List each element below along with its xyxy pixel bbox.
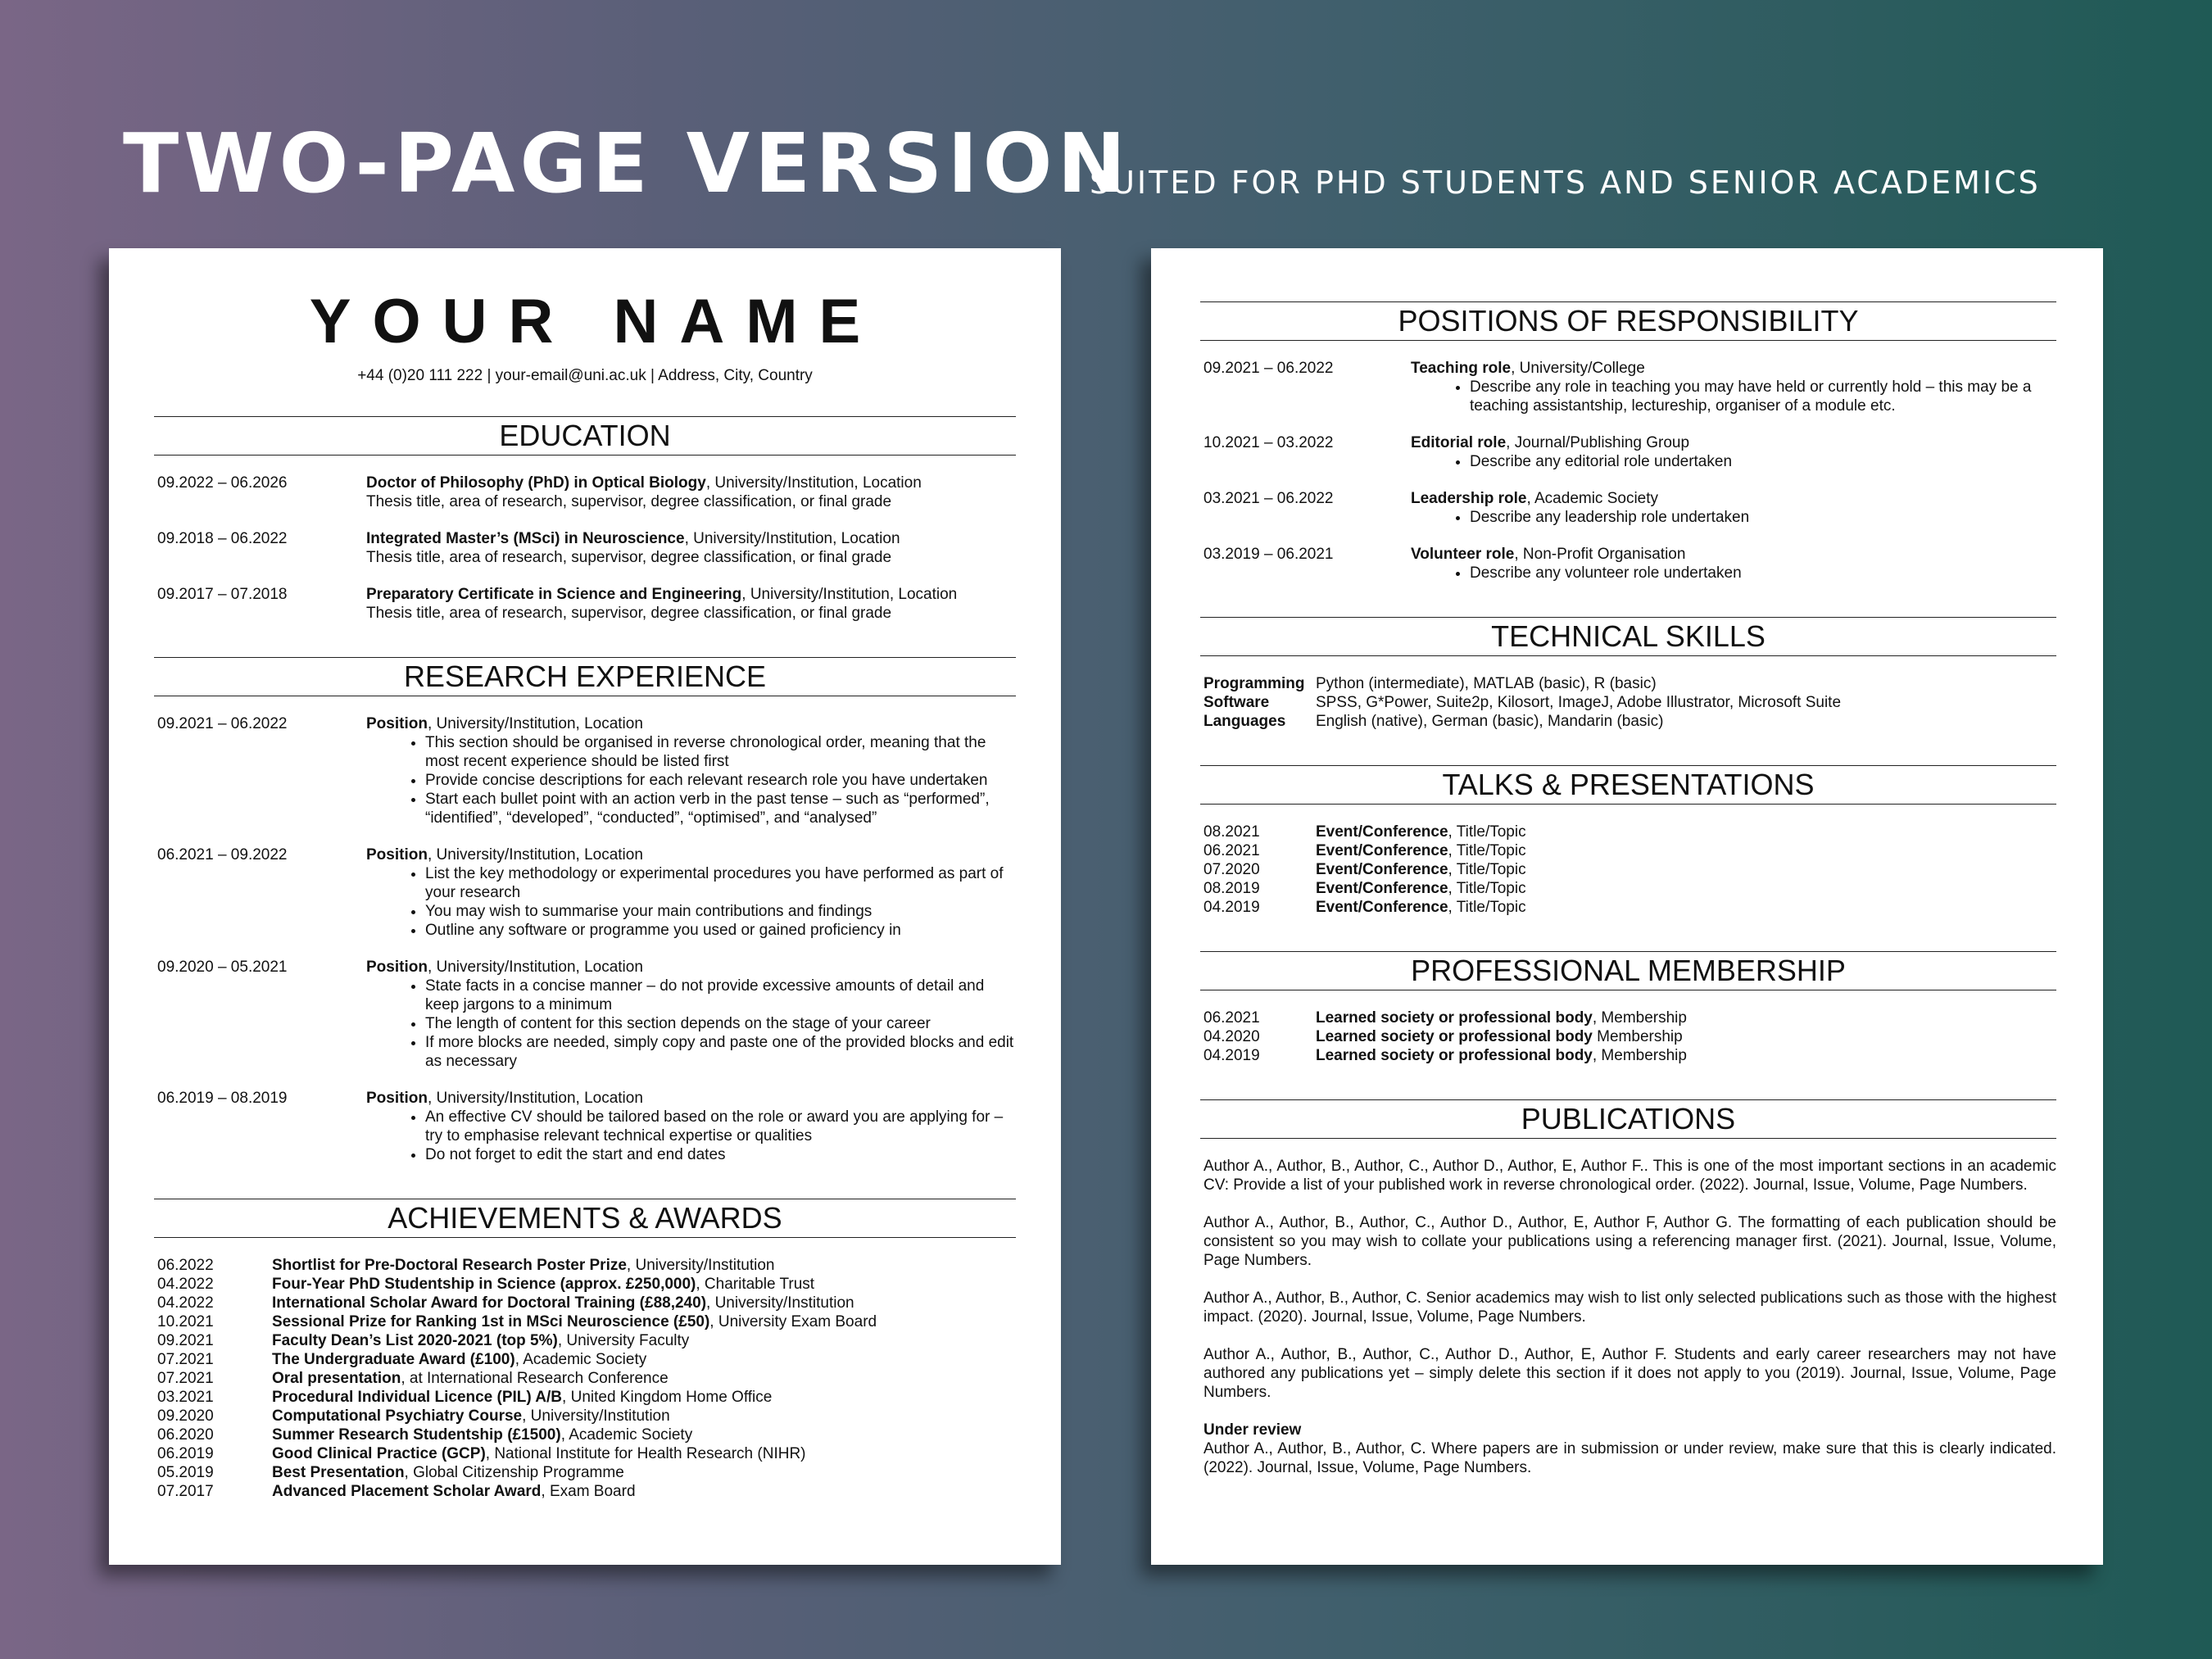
entry-body: [1411, 359, 2056, 415]
row-title: Procedural Individual Licence (PIL) A/B: [272, 1389, 563, 1406]
entry-body: [366, 474, 1016, 511]
row-label: 04.2019: [1203, 899, 1260, 916]
entry-organisation: , University/Institution, Location: [427, 846, 643, 863]
entry-title: Preparatory Certificate in Science and Engineering: [366, 586, 742, 603]
row-label: 06.2021: [1203, 842, 1260, 859]
row-text: , Exam Board: [541, 1483, 636, 1500]
entry-organisation: , University/Institution, Location: [427, 959, 643, 976]
bullet-item: • You may wish to summarise your main contributions and findings: [425, 902, 1016, 921]
row-body: [272, 1407, 670, 1426]
entry-organisation: , Academic Society: [1526, 490, 1659, 507]
entry-date: 09.2018 – 06.2022: [157, 530, 288, 547]
entry-row: [154, 958, 1016, 1071]
under-review-text: Author A., Author, B., Author, C. Where papers are in submission or under review, make sure that this is clearly indicated. (2022). Journal, Issue, Volume, Page Numbers.: [1203, 1440, 2056, 1476]
row-body: [272, 1463, 624, 1482]
row-label: 04.2019: [1203, 1047, 1260, 1064]
row-label: 07.2020: [1203, 861, 1260, 878]
row-body: [272, 1350, 646, 1369]
row-title: Event/Conference: [1316, 880, 1448, 897]
row-text: , University/Institution: [706, 1294, 854, 1312]
awards-section: [154, 1199, 1016, 1501]
entry-date: 09.2021 – 06.2022: [157, 715, 288, 732]
row-body: [1316, 1009, 1687, 1027]
entry-organisation: , University/Institution, Location: [684, 530, 900, 547]
entry-body: [366, 585, 1016, 623]
skills-section: [1200, 617, 2056, 731]
section-heading-responsibility: POSITIONS OF RESPONSIBILITY: [1200, 301, 2056, 341]
entry-organisation: , University/Institution, Location: [427, 1090, 643, 1107]
list-row: [154, 1407, 1016, 1426]
list-row: [154, 1312, 1016, 1331]
membership-list: [1200, 1009, 2056, 1065]
list-row: [1200, 693, 2056, 712]
entry-title-line: [1411, 489, 2056, 508]
entry-title-line: [1411, 359, 2056, 378]
row-title: Shortlist for Pre-Doctoral Research Poster Prize: [272, 1257, 627, 1274]
row-text: , Membership: [1592, 1009, 1687, 1027]
row-body: [272, 1312, 877, 1331]
entry-title: Position: [366, 715, 428, 732]
row-text: , Title/Topic: [1448, 899, 1526, 916]
entry-organisation: , Non-Profit Organisation: [1514, 546, 1686, 563]
entry-bullets: [1411, 508, 2056, 527]
row-body: [272, 1388, 772, 1407]
entry-title-line: [1411, 545, 2056, 564]
bullet-item: • State facts in a concise manner – do not provide excessive amounts of detail and keep jargons to a minimum: [425, 977, 1016, 1014]
research-list: [154, 714, 1016, 1164]
entry-body: [366, 1089, 1016, 1164]
row-title: Good Clinical Practice (GCP): [272, 1445, 486, 1462]
entry-title: Position: [366, 1090, 428, 1107]
row-text: , Title/Topic: [1448, 861, 1526, 878]
entry-date: 10.2021 – 03.2022: [1203, 434, 1334, 451]
row-label: 04.2022: [157, 1276, 214, 1293]
row-title: Event/Conference: [1316, 899, 1448, 916]
entry-title: Teaching role: [1411, 360, 1512, 377]
section-heading-membership: PROFESSIONAL MEMBERSHIP: [1200, 951, 2056, 990]
entry-date: 03.2019 – 06.2021: [1203, 546, 1334, 563]
entry-detail: Thesis title, area of research, supervisor, degree classification, or final grade: [366, 549, 892, 566]
entry-bullets: [366, 733, 1016, 827]
entry-body: [366, 529, 1016, 567]
row-body: [272, 1369, 669, 1388]
publication-item: Author A., Author, B., Author, C. Senior academics may wish to list only selected publications such as those with the highest impact. (2020). Journal, Issue, Volume, Page Numbers.: [1203, 1290, 2056, 1326]
row-label: 07.2021: [157, 1370, 214, 1387]
list-row: [154, 1444, 1016, 1463]
row-label: 09.2021: [157, 1332, 214, 1349]
bullet-item: • List the key methodology or experimental procedures you have performed as part of your research: [425, 864, 1016, 902]
entry-title-line: [1411, 433, 2056, 452]
list-row: [1200, 712, 2056, 731]
row-text: , Title/Topic: [1448, 823, 1526, 841]
responsibility-list: [1200, 359, 2056, 582]
entry-detail: Thesis title, area of research, supervisor, degree classification, or final grade: [366, 605, 892, 622]
banner-subtitle: SUITED FOR PHD STUDENTS AND SENIOR ACADEMICS: [1090, 165, 2041, 201]
row-body: [1316, 841, 1526, 860]
row-body: [272, 1275, 814, 1294]
entry-title: Editorial role: [1411, 434, 1507, 451]
entry-title-line: [366, 529, 1016, 548]
row-title: Advanced Placement Scholar Award: [272, 1483, 542, 1500]
publication-item: Author A., Author, B., Author, C., Author D., Author, E, Author F, Author G. The formatting of each publication should be consistent so you may wish to collate your publications using a referencing manager first. (2021). Journal, Issue, Volume, Page Numbers.: [1203, 1214, 2056, 1269]
row-title: Summer Research Studentship (£1500): [272, 1426, 561, 1444]
bullet-item: • Start each bullet point with an action verb in the past tense – such as “performed”, “identified”, “developed”, “conducted”, “optimised”, and “analysed”: [425, 790, 1016, 827]
row-title: Event/Conference: [1316, 842, 1448, 859]
row-text: , University/Institution: [626, 1257, 775, 1274]
research-section: [154, 657, 1016, 1164]
cv-page-2: [1151, 248, 2103, 1565]
entry-row: [1200, 545, 2056, 582]
list-row: [1200, 823, 2056, 841]
row-text: Python (intermediate), MATLAB (basic), R (basic): [1316, 675, 1657, 692]
list-row: [154, 1388, 1016, 1407]
entry-date: 06.2021 – 09.2022: [157, 846, 288, 863]
row-title: Computational Psychiatry Course: [272, 1407, 523, 1425]
row-title: Faculty Dean’s List 2020-2021 (top 5%): [272, 1332, 558, 1349]
row-text: , National Institute for Health Research (NIHR): [485, 1445, 806, 1462]
row-label: 06.2019: [157, 1445, 214, 1462]
responsibility-section: [1200, 301, 2056, 582]
entry-body: [1411, 545, 2056, 582]
cv-page-1: [109, 248, 1061, 1565]
row-body: [1316, 693, 1841, 712]
row-body: [272, 1331, 689, 1350]
row-label: 08.2019: [1203, 880, 1260, 897]
section-heading-awards: ACHIEVEMENTS & AWARDS: [154, 1199, 1016, 1238]
list-row: [154, 1256, 1016, 1275]
row-text: , University Exam Board: [709, 1313, 877, 1330]
entry-row: [154, 714, 1016, 827]
list-row: [1200, 898, 2056, 917]
row-body: [1316, 823, 1526, 841]
publications-section: [1200, 1099, 2056, 1477]
entry-bullets: [366, 1108, 1016, 1164]
row-body: [272, 1444, 806, 1463]
list-row: [1200, 860, 2056, 879]
row-body: [1316, 860, 1526, 879]
row-title: Learned society or professional body: [1316, 1028, 1593, 1045]
entry-title: Leadership role: [1411, 490, 1527, 507]
row-label: 10.2021: [157, 1313, 214, 1330]
entry-title-line: [366, 474, 1016, 492]
publication-item: Author A., Author, B., Author, C., Author D., Author, E, Author F.. This is one of the most important sections in an academic CV: Provide a list of your published work in reverse chronological order. (2022). Journal, Issue, Volume, Page Numbers.: [1203, 1158, 2056, 1194]
entry-title-line: [366, 585, 1016, 604]
entry-date: 06.2019 – 08.2019: [157, 1090, 288, 1107]
entry-organisation: , University/Institution, Location: [427, 715, 643, 732]
entry-bullets: [1411, 378, 2056, 415]
bullet-item: • Describe any editorial role undertaken: [1470, 452, 2056, 471]
row-text: , United Kingdom Home Office: [562, 1389, 773, 1406]
row-label: 06.2022: [157, 1257, 214, 1274]
bullet-item: • If more blocks are needed, simply copy and paste one of the provided blocks and edit as necessary: [425, 1033, 1016, 1071]
banner-title: TWO-PAGE VERSION: [123, 116, 1131, 211]
entry-body: [366, 958, 1016, 1071]
section-heading-skills: TECHNICAL SKILLS: [1200, 617, 2056, 656]
row-body: [272, 1482, 636, 1501]
row-title: Sessional Prize for Ranking 1st in MSci Neuroscience (£50): [272, 1313, 710, 1330]
entry-body: [366, 845, 1016, 940]
row-body: [1316, 712, 1664, 731]
list-row: [1200, 1009, 2056, 1027]
row-text: , Academic Society: [560, 1426, 693, 1444]
entry-bullets: [1411, 564, 2056, 582]
bullet-item: • Describe any role in teaching you may have held or currently hold – this may be a teaching assistantship, lectureship, organiser of a module etc.: [1470, 378, 2056, 415]
row-label: Software: [1203, 694, 1270, 711]
list-row: [1200, 1027, 2056, 1046]
entry-organisation: , Journal/Publishing Group: [1506, 434, 1690, 451]
entry-title: Position: [366, 959, 428, 976]
row-text: , Global Citizenship Programme: [404, 1464, 624, 1481]
row-label: 06.2020: [157, 1426, 214, 1444]
entry-detail: Thesis title, area of research, supervisor, degree classification, or final grade: [366, 493, 892, 510]
row-title: Best Presentation: [272, 1464, 405, 1481]
row-text: , Title/Topic: [1448, 880, 1526, 897]
entry-organisation: , University/Institution, Location: [705, 474, 922, 492]
row-body: [272, 1256, 775, 1275]
under-review-label: Under review: [1203, 1421, 1302, 1439]
entry-organisation: , University/Institution, Location: [741, 586, 958, 603]
row-title: Event/Conference: [1316, 861, 1448, 878]
entry-body: [366, 714, 1016, 827]
section-heading-talks: TALKS & PRESENTATIONS: [1200, 765, 2056, 805]
bullet-item: • Describe any volunteer role undertaken: [1470, 564, 2056, 582]
row-label: 04.2020: [1203, 1028, 1260, 1045]
talks-section: [1200, 765, 2056, 917]
entry-bullets: [1411, 452, 2056, 471]
row-body: [1316, 898, 1526, 917]
entry-title-line: [366, 1089, 1016, 1108]
entry-date: 09.2021 – 06.2022: [1203, 360, 1334, 377]
list-row: [154, 1463, 1016, 1482]
publication-item: Author A., Author, B., Author, C., Author D., Author, E, Author F. Students and early career researchers may not have authored any publications yet – simply delete this section if it does not apply to you (2019). Journal, Issue, Volume, Page Numbers.: [1203, 1346, 2056, 1401]
entry-row: [154, 845, 1016, 940]
entry-title: Integrated Master’s (MSci) in Neuroscience: [366, 530, 685, 547]
membership-section: [1200, 951, 2056, 1065]
entry-row: [1200, 489, 2056, 527]
entry-date: 09.2020 – 05.2021: [157, 959, 288, 976]
row-label: 09.2020: [157, 1407, 214, 1425]
entry-row: [1200, 359, 2056, 415]
entry-row: [1200, 433, 2056, 471]
bullet-item: • This section should be organised in reverse chronological order, meaning that the most recent experience should be listed first: [425, 733, 1016, 771]
row-body: [1316, 879, 1526, 898]
list-row: [154, 1369, 1016, 1388]
row-text: , Title/Topic: [1448, 842, 1526, 859]
row-text: , Charitable Trust: [696, 1276, 815, 1293]
row-label: 03.2021: [157, 1389, 214, 1406]
row-text: , Academic Society: [514, 1351, 647, 1368]
contact-line: +44 (0)20 111 222 | your-email@uni.ac.uk | Address, City, Country: [357, 367, 813, 384]
bullet-item: • Outline any software or programme you used or gained proficiency in: [425, 921, 1016, 940]
entry-organisation: , University/College: [1511, 360, 1645, 377]
row-title: International Scholar Award for Doctoral Training (£88,240): [272, 1294, 707, 1312]
entry-title: Position: [366, 846, 428, 863]
bullet-item: • Provide concise descriptions for each relevant research role you have undertaken: [425, 771, 1016, 790]
talks-list: [1200, 823, 2056, 917]
row-label: 07.2017: [157, 1483, 214, 1500]
cv-name: YOUR NAME: [309, 287, 882, 356]
section-heading-research: RESEARCH EXPERIENCE: [154, 657, 1016, 696]
list-row: [154, 1482, 1016, 1501]
row-body: [1316, 1027, 1683, 1046]
entry-title-line: [366, 714, 1016, 733]
row-text: , University/Institution: [522, 1407, 670, 1425]
row-text: , at International Research Conference: [401, 1370, 669, 1387]
entry-title-line: [366, 958, 1016, 977]
row-label: 08.2021: [1203, 823, 1260, 841]
entry-bullets: [366, 864, 1016, 940]
list-row: [154, 1275, 1016, 1294]
list-row: [154, 1350, 1016, 1369]
entry-row: [154, 474, 1016, 511]
entry-date: 09.2022 – 06.2026: [157, 474, 288, 492]
row-text: , University Faculty: [557, 1332, 690, 1349]
entry-row: [154, 529, 1016, 567]
row-text: , Membership: [1592, 1047, 1687, 1064]
list-row: [1200, 674, 2056, 693]
row-title: Event/Conference: [1316, 823, 1448, 841]
bullet-item: • The length of content for this section depends on the stage of your career: [425, 1014, 1016, 1033]
row-title: The Undergraduate Award (£100): [272, 1351, 515, 1368]
section-heading-education: EDUCATION: [154, 416, 1016, 456]
list-row: [1200, 1046, 2056, 1065]
row-title: Learned society or professional body: [1316, 1009, 1593, 1027]
entry-body: [1411, 433, 2056, 471]
row-body: [272, 1294, 854, 1312]
row-title: Learned society or professional body: [1316, 1047, 1593, 1064]
row-title: Four-Year PhD Studentship in Science (approx. £250,000): [272, 1276, 696, 1293]
entry-row: [154, 585, 1016, 623]
entry-title: Doctor of Philosophy (PhD) in Optical Biology: [366, 474, 706, 492]
section-heading-publications: PUBLICATIONS: [1200, 1099, 2056, 1139]
skills-list: [1200, 674, 2056, 731]
list-row: [154, 1331, 1016, 1350]
bullet-item: • Do not forget to edit the start and end dates: [425, 1145, 1016, 1164]
entry-title-line: [366, 845, 1016, 864]
bullet-item: • An effective CV should be tailored based on the role or award you are applying for – try to emphasise relevant technical expertise or qualities: [425, 1108, 1016, 1145]
entry-row: [154, 1089, 1016, 1164]
row-label: Programming: [1203, 675, 1305, 692]
list-row: [154, 1426, 1016, 1444]
row-label: 04.2022: [157, 1294, 214, 1312]
row-label: 06.2021: [1203, 1009, 1260, 1027]
awards-list: [154, 1256, 1016, 1501]
entry-date: 09.2017 – 07.2018: [157, 586, 288, 603]
list-row: [154, 1294, 1016, 1312]
entry-title: Volunteer role: [1411, 546, 1515, 563]
row-text: Membership: [1592, 1028, 1683, 1045]
row-body: [1316, 1046, 1687, 1065]
row-body: [1316, 674, 1657, 693]
row-label: 05.2019: [157, 1464, 214, 1481]
row-label: 07.2021: [157, 1351, 214, 1368]
entry-bullets: [366, 977, 1016, 1071]
education-section: [154, 416, 1016, 623]
row-text: English (native), German (basic), Mandarin (basic): [1316, 713, 1664, 730]
entry-date: 03.2021 – 06.2022: [1203, 490, 1334, 507]
entry-body: [1411, 489, 2056, 527]
row-text: SPSS, G*Power, Suite2p, Kilosort, ImageJ, Adobe Illustrator, Microsoft Suite: [1316, 694, 1842, 711]
list-row: [1200, 879, 2056, 898]
row-body: [272, 1426, 692, 1444]
education-list: [154, 474, 1016, 623]
publications-list: [1200, 1157, 2056, 1402]
row-title: Oral presentation: [272, 1370, 401, 1387]
list-row: [1200, 841, 2056, 860]
bullet-item: • Describe any leadership role undertaken: [1470, 508, 2056, 527]
row-label: Languages: [1203, 713, 1286, 730]
